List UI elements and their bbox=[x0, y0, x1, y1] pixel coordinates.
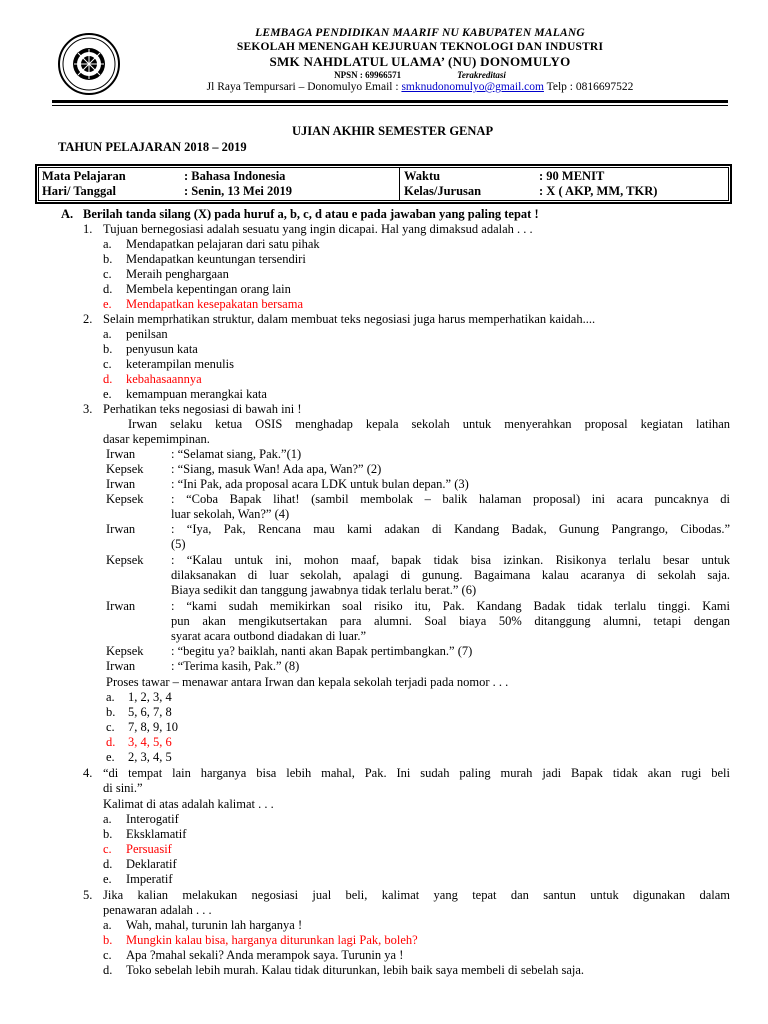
option-text: Apa ?mahal sekali? Anda merampok saya. Turunin ya ! bbox=[126, 948, 404, 962]
header-divider-thin bbox=[52, 105, 728, 106]
subject-value: : Bahasa Indonesia bbox=[184, 169, 286, 183]
question-text: Tujuan bernegosiasi adalah sesuatu yang ingin dicapai. Hal yang dimaksud adalah . . . bbox=[103, 222, 533, 236]
answer-option-text: Persuasif bbox=[126, 842, 172, 856]
dialog-line: : “Coba Bapak lihat! (sambil membolak – balik halaman proposal) ini acara puncaknya di bbox=[171, 492, 730, 506]
option-letter: d. bbox=[103, 282, 113, 296]
header-divider-thick bbox=[52, 100, 728, 103]
dialog-speaker: Irwan bbox=[106, 447, 136, 461]
dialog-line: : “Iya, Pak, Rencana mau kami adakan di Kandang Badak, Gunung Pangrango, Cibodas.” bbox=[171, 522, 730, 536]
option-letter: d. bbox=[103, 857, 113, 871]
option-letter: b. bbox=[103, 342, 113, 356]
option-text: keterampilan menulis bbox=[126, 357, 234, 371]
option-letter: a. bbox=[103, 327, 112, 341]
option-letter: c. bbox=[103, 948, 112, 962]
question-text: “di tempat lain harganya bisa lebih mahal, Pak. Ini sudah paling murah jadi Bapak tidak akan rugi beli bbox=[103, 766, 730, 780]
subject-label: Mata Pelajaran bbox=[42, 169, 126, 183]
answer-option-text: 3, 4, 5, 6 bbox=[128, 735, 172, 749]
question-text: Proses tawar – menawar antara Irwan dan kepala sekolah terjadi pada nomor . . . bbox=[106, 675, 509, 689]
question-number: 1. bbox=[83, 222, 93, 236]
option-text: penilsan bbox=[126, 327, 168, 341]
question-number: 5. bbox=[83, 888, 93, 902]
option-letter: e. bbox=[106, 750, 115, 764]
dialog-line: Biaya sedikit dan tanggung jawabnya tidak terlalu berat.” (6) bbox=[171, 583, 477, 597]
date-label: Hari/ Tanggal bbox=[42, 184, 116, 198]
option-text: kemampuan merangkai kata bbox=[126, 387, 267, 401]
dialog-speaker: Irwan bbox=[106, 599, 136, 613]
dialog-line: : “Ini Pak, ada proposal acara LDK untuk bulan depan.” (3) bbox=[171, 477, 469, 491]
option-text: Imperatif bbox=[126, 872, 173, 886]
option-letter: e. bbox=[103, 872, 112, 886]
answer-option-text: Mungkin kalau bisa, harganya diturunkan lagi Pak, boleh? bbox=[126, 933, 418, 947]
option-letter: a. bbox=[103, 918, 112, 932]
option-text: Toko sebelah lebih murah. Kalau tidak diturunkan, lebih baik saya membeli di sebelah saja. bbox=[126, 963, 585, 977]
option-text: penyusun kata bbox=[126, 342, 198, 356]
option-letter: c. bbox=[103, 267, 112, 281]
dialog-speaker: Kepsek bbox=[106, 644, 144, 658]
answer-option-letter: d. bbox=[103, 372, 113, 386]
accreditation-label: Terakreditasi bbox=[457, 70, 506, 80]
question-text: di sini.” bbox=[103, 781, 143, 795]
class-label: Kelas/Jurusan bbox=[404, 184, 482, 198]
answer-option-letter: e. bbox=[103, 297, 112, 311]
option-text: Meraih penghargaan bbox=[126, 267, 229, 281]
question-number: 3. bbox=[83, 402, 93, 416]
school-logo bbox=[57, 33, 121, 95]
time-value: : 90 MENIT bbox=[539, 169, 605, 183]
school-year: TAHUN PELAJARAN 2018 – 2019 bbox=[58, 140, 247, 154]
section-instruction: Berilah tanda silang (X) pada huruf a, b, c, d atau e pada jawaban yang paling tepat ! bbox=[83, 207, 539, 221]
dialog-speaker: Kepsek bbox=[106, 553, 144, 567]
dialog-line: luar sekolah, Wan?” (4) bbox=[171, 507, 290, 521]
dialog-intro: dasar kepemimpinan. bbox=[103, 432, 210, 446]
question-text: Kalimat di atas adalah kalimat . . . bbox=[103, 797, 274, 811]
exam-title: UJIAN AKHIR SEMESTER GENAP bbox=[292, 124, 494, 138]
dialog-line: pun akan mengikutsertakan para alumni. Soal biaya 50% ditanggung alumni, tetapi dengan bbox=[171, 614, 730, 628]
dialog-speaker: Irwan bbox=[106, 477, 136, 491]
header-contact bbox=[140, 81, 700, 93]
dialog-line: : “Siang, masuk Wan! Ada apa, Wan?” (2) bbox=[171, 462, 382, 476]
answer-option-text: Mendapatkan kesepakatan bersama bbox=[126, 297, 304, 311]
npsn-label: NPSN : 69966571 bbox=[334, 70, 402, 80]
option-text: 2, 3, 4, 5 bbox=[128, 750, 172, 764]
dialog-line: : “begitu ya? baiklah, nanti akan Bapak pertimbangkan.” (7) bbox=[171, 644, 473, 658]
answer-option-letter: d. bbox=[106, 735, 116, 749]
dialog-line: : “Kalau untuk ini, mohon maaf, bapak tidak bisa izinkan. Risikonya terlalu besar untuk bbox=[171, 553, 730, 567]
answer-option-text: kebahasaannya bbox=[126, 372, 202, 386]
option-text: 1, 2, 3, 4 bbox=[128, 690, 172, 704]
dialog-speaker: Kepsek bbox=[106, 492, 144, 506]
option-letter: a. bbox=[103, 237, 112, 251]
option-letter: b. bbox=[106, 705, 116, 719]
option-text: Deklaratif bbox=[126, 857, 177, 871]
address-text: Jl Raya Tempursari – Donomulyo Email : bbox=[206, 81, 402, 93]
time-label: Waktu bbox=[404, 169, 441, 183]
dialog-speaker: Kepsek bbox=[106, 462, 144, 476]
option-letter: a. bbox=[103, 812, 112, 826]
phone-text: Telp : 0816697522 bbox=[543, 81, 634, 93]
header-school-name: SMK NAHDLATUL ULAMA’ (NU) DONOMULYO bbox=[269, 54, 571, 69]
option-text: 7, 8, 9, 10 bbox=[128, 720, 178, 734]
question-number: 2. bbox=[83, 312, 93, 326]
option-text: Mendapatkan keuntungan tersendiri bbox=[126, 252, 306, 266]
header-npsn-row bbox=[140, 70, 700, 80]
dialog-speaker: Irwan bbox=[106, 522, 136, 536]
option-text: Mendapatkan pelajaran dari satu pihak bbox=[126, 237, 320, 251]
option-letter: b. bbox=[103, 827, 113, 841]
section-letter: A. bbox=[61, 207, 74, 221]
question-text: Jika kalian melakukan negosiasi jual beli, kalimat yang tepat dan santun untuk digunakan dalam bbox=[103, 888, 730, 902]
option-letter: d. bbox=[103, 963, 113, 977]
dialog-speaker: Irwan bbox=[106, 659, 136, 673]
question-number: 4. bbox=[83, 766, 93, 780]
info-table-divider bbox=[399, 167, 400, 201]
question-text: Selain memprhatikan struktur, dalam membuat teks negosiasi juga harus memperhatikan kaidah.... bbox=[103, 312, 596, 326]
option-text: Eksklamatif bbox=[126, 827, 187, 841]
header-foundation: LEMBAGA PENDIDIKAN MAARIF NU KABUPATEN MALANG bbox=[255, 27, 585, 39]
dialog-line: dilaksanakan di luar sekolah, apalagi di gunung. Bagaimana kalau acaranya di sekolah saja. bbox=[171, 568, 730, 582]
header-school-type: SEKOLAH MENENGAH KEJURUAN TEKNOLOGI DAN INDUSTRI bbox=[236, 41, 604, 53]
option-letter: c. bbox=[106, 720, 115, 734]
option-text: Membela kepentingan orang lain bbox=[126, 282, 291, 296]
date-value: : Senin, 13 Mei 2019 bbox=[184, 184, 292, 198]
option-text: Wah, mahal, turunin lah harganya ! bbox=[126, 918, 303, 932]
option-letter: e. bbox=[103, 387, 112, 401]
dialog-line: (5) bbox=[171, 537, 186, 551]
question-text: penawaran adalah . . . bbox=[103, 903, 212, 917]
option-letter: c. bbox=[103, 357, 112, 371]
dialog-line: : “kami sudah memikirkan soal risiko itu, Pak. Kandang Badak tidak terlalu tinggi. Kami bbox=[171, 599, 730, 613]
class-value: : X ( AKP, MM, TKR) bbox=[539, 184, 658, 198]
question-text: Perhatikan teks negosiasi di bawah ini ! bbox=[103, 402, 302, 416]
dialog-line: : “Terima kasih, Pak.” (8) bbox=[171, 659, 300, 673]
option-text: 5, 6, 7, 8 bbox=[128, 705, 172, 719]
answer-option-letter: c. bbox=[103, 842, 112, 856]
dialog-line: syarat acara outbond diadakan di luar.” bbox=[171, 629, 367, 643]
email-link[interactable]: smknudonomulyo@gmail.com bbox=[401, 81, 544, 93]
option-letter: a. bbox=[106, 690, 115, 704]
dialog-intro: Irwan selaku ketua OSIS menghadap kepala sekolah untuk menyerahkan proposal kegiatan latihan bbox=[128, 417, 730, 431]
answer-option-letter: b. bbox=[103, 933, 113, 947]
option-text: Interogatif bbox=[126, 812, 179, 826]
dialog-line: : “Selamat siang, Pak.”(1) bbox=[171, 447, 302, 461]
option-letter: b. bbox=[103, 252, 113, 266]
